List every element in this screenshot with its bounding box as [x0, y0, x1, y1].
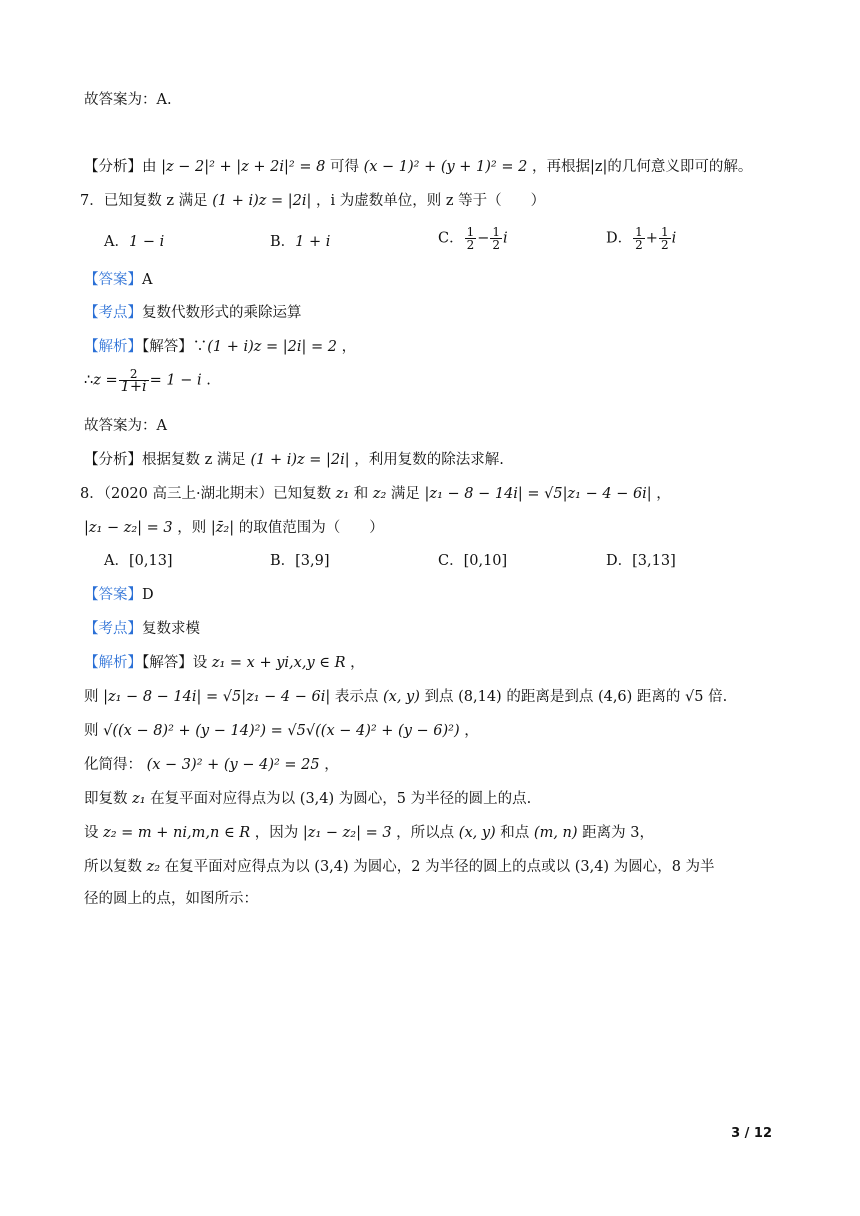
solution-tag: 【解析】 [84, 339, 142, 355]
text: 的距离是到点 [501, 689, 598, 705]
solution-8 [84, 653, 365, 673]
formula: z₂ [372, 486, 387, 502]
text: 【解答】设 [142, 655, 212, 671]
text: 由 [142, 159, 162, 175]
option-text: D．[3,13] [606, 553, 676, 569]
solution-8-line-6 [84, 823, 654, 843]
text: 设 [84, 825, 104, 841]
formula: (8,14) [458, 689, 502, 705]
solution-7-line-2 [84, 368, 211, 393]
question-8-line-2 [84, 518, 384, 538]
fraction [490, 226, 502, 251]
option-text: C．[0,10] [438, 553, 508, 569]
text: 则 [84, 723, 104, 739]
question-7 [80, 191, 545, 211]
text: 【解答】∵ [142, 339, 208, 355]
point-8 [84, 619, 200, 639]
denominator: 2 [660, 238, 669, 252]
solution-8-line-5 [84, 789, 531, 809]
formula: z₁ [132, 791, 146, 807]
formula: (x, y) [382, 689, 420, 705]
text: 8．（2020 高三上·湖北期末）已知复数 [80, 486, 336, 502]
formula: (3,4) [574, 859, 610, 875]
answer-7 [84, 270, 152, 290]
text: D [142, 587, 154, 603]
numerator: 2 [119, 368, 149, 381]
text: ， [337, 339, 357, 355]
numerator: 1 [492, 225, 501, 239]
question-8 [80, 484, 671, 504]
formula: (x − 3)² + (y − 4)² = 25 [146, 757, 320, 773]
option-text: B．[3,9] [270, 553, 330, 569]
text: 化简得： [84, 757, 147, 773]
text: ，i 为虚数单位，则 z 等于（ ） [311, 193, 546, 209]
analysis-tag: 【分析】 [84, 452, 142, 468]
text: ，再根据|z|的几何意义即可的解。 [527, 159, 753, 175]
text: 7．已知复数 z 满足 [80, 193, 213, 209]
point-tag: 【考点】 [84, 305, 142, 321]
point-7 [84, 303, 302, 323]
text: 即复数 [84, 791, 133, 807]
text: 为圆心，2 为半径的圆上的点或以 [348, 859, 575, 875]
formula: z₁ = x + yi,x,y ∈ R [211, 655, 346, 671]
text: 复数求模 [142, 621, 200, 637]
fraction [465, 226, 477, 251]
text: 和点 [495, 825, 534, 841]
text: ， [319, 757, 339, 773]
text: ∴ [84, 372, 94, 389]
formula: (3,4) [299, 791, 335, 807]
operator: + [645, 230, 658, 247]
text: 在复平面对应得点为以 [145, 791, 300, 807]
text: 在复平面对应得点为以 [160, 859, 315, 875]
fraction [119, 368, 149, 393]
text: 倍. [703, 689, 728, 705]
option-label: C． [438, 230, 464, 247]
formula: (3,4) [314, 859, 349, 875]
formula: (4,6) [597, 689, 633, 705]
text: ，因为 [250, 825, 303, 841]
formula: i [503, 230, 508, 247]
text: 故答案为：A [84, 418, 167, 434]
option-c [438, 551, 507, 571]
text: 和 [349, 486, 373, 502]
option-a [104, 232, 164, 252]
operator: − [477, 230, 490, 247]
text: . [201, 372, 211, 389]
denominator: 2 [492, 238, 501, 252]
formula: z₂ [146, 859, 161, 875]
answer-tag: 【答案】 [84, 272, 142, 288]
text: 径的圆上的点，如图所示： [84, 891, 258, 907]
formula: (x − 1)² + (y + 1)² = 2 [363, 159, 528, 175]
fraction [633, 226, 645, 251]
text: ， [651, 486, 671, 502]
formula: (1 + i)z = |2i| [212, 193, 312, 209]
conclusion-7 [84, 416, 167, 436]
fraction [659, 226, 671, 251]
formula: (1 + i)z = |2i| = 2 [207, 339, 338, 355]
option-a [104, 551, 173, 571]
analysis-tag: 【分析】 [84, 159, 142, 175]
text: 则 [84, 689, 104, 705]
formula: z₁ [335, 486, 350, 502]
text: 距离的 [632, 689, 686, 705]
formula: 1 − i [128, 234, 165, 250]
solution-8-line-3 [84, 721, 479, 741]
numerator: 1 [660, 225, 669, 239]
text: 为圆心，5 为半径的圆上的点. [334, 791, 532, 807]
text: ， [459, 723, 479, 739]
text: 根据复数 z 满足 [142, 452, 251, 468]
denominator: 1+i [120, 379, 147, 395]
formula: z = [93, 372, 118, 389]
formula: |z₁ − 8 − 14i| = √5|z₁ − 4 − 6i| [103, 689, 331, 705]
text: ，利用复数的除法求解. [349, 452, 504, 468]
solution-8-line-8 [84, 889, 258, 909]
option-d [606, 226, 676, 251]
option-label: D． [606, 230, 633, 247]
text: 故答案为：A. [84, 92, 172, 108]
formula: √((x − 8)² + (y − 14)²) = √5√((x − 4)² + (y − 6)²) [103, 723, 460, 739]
option-d [606, 551, 676, 571]
option-label: A． [104, 234, 129, 250]
solution-7 [84, 337, 356, 357]
formula: 1 + i [295, 234, 331, 250]
solution-tag: 【解析】 [84, 655, 142, 671]
text: 距离为 3， [577, 825, 654, 841]
formula: |z − 2|² + |z + 2i|² = 8 [161, 159, 326, 175]
text: 满足 [386, 486, 425, 502]
text: ， [345, 655, 365, 671]
text: 复数代数形式的乘除运算 [142, 305, 302, 321]
formula: (m, n) [533, 825, 578, 841]
answer-line-6 [84, 90, 172, 110]
answer-8 [84, 585, 154, 605]
formula: |z₁ − z₂| = 3 [302, 825, 392, 841]
formula: |z₁ − z₂| = 3 [84, 520, 173, 536]
denominator: 2 [466, 238, 475, 252]
solution-8-line-2 [84, 687, 727, 707]
point-tag: 【考点】 [84, 621, 142, 637]
text: 到点 [419, 689, 459, 705]
text: 的取值范围为（ ） [234, 520, 384, 536]
formula: |z̄₂| [210, 520, 235, 536]
option-text: A．[0,13] [104, 553, 173, 569]
text: 所以复数 [84, 859, 147, 875]
analysis-line-6 [84, 157, 752, 177]
analysis-7 [84, 450, 504, 470]
formula: (x, y) [458, 825, 496, 841]
option-c [438, 226, 508, 251]
text: ，所以点 [391, 825, 459, 841]
text: 可得 [325, 159, 364, 175]
text: A [142, 272, 153, 288]
formula: z₂ = m + ni,m,n ∈ R [103, 825, 251, 841]
option-b [270, 551, 330, 571]
solution-8-line-7 [84, 857, 715, 877]
formula: |z₁ − 8 − 14i| = √5|z₁ − 4 − 6i| [424, 486, 652, 502]
solution-8-line-4 [84, 755, 339, 775]
answer-tag: 【答案】 [84, 587, 142, 603]
option-label: B． [270, 234, 296, 250]
text: 表示点 [330, 689, 383, 705]
numerator: 1 [635, 225, 643, 239]
formula: √5 [685, 689, 704, 705]
formula: = 1 − i [149, 372, 202, 389]
denominator: 2 [635, 238, 643, 252]
page-number: 3 / 12 [731, 1126, 772, 1141]
formula: (1 + i)z = |2i| [250, 452, 350, 468]
text: 为圆心，8 为半 [609, 859, 715, 875]
option-b [270, 232, 330, 252]
formula: i [671, 230, 677, 247]
numerator: 1 [466, 225, 475, 239]
text: ，则 [172, 520, 211, 536]
